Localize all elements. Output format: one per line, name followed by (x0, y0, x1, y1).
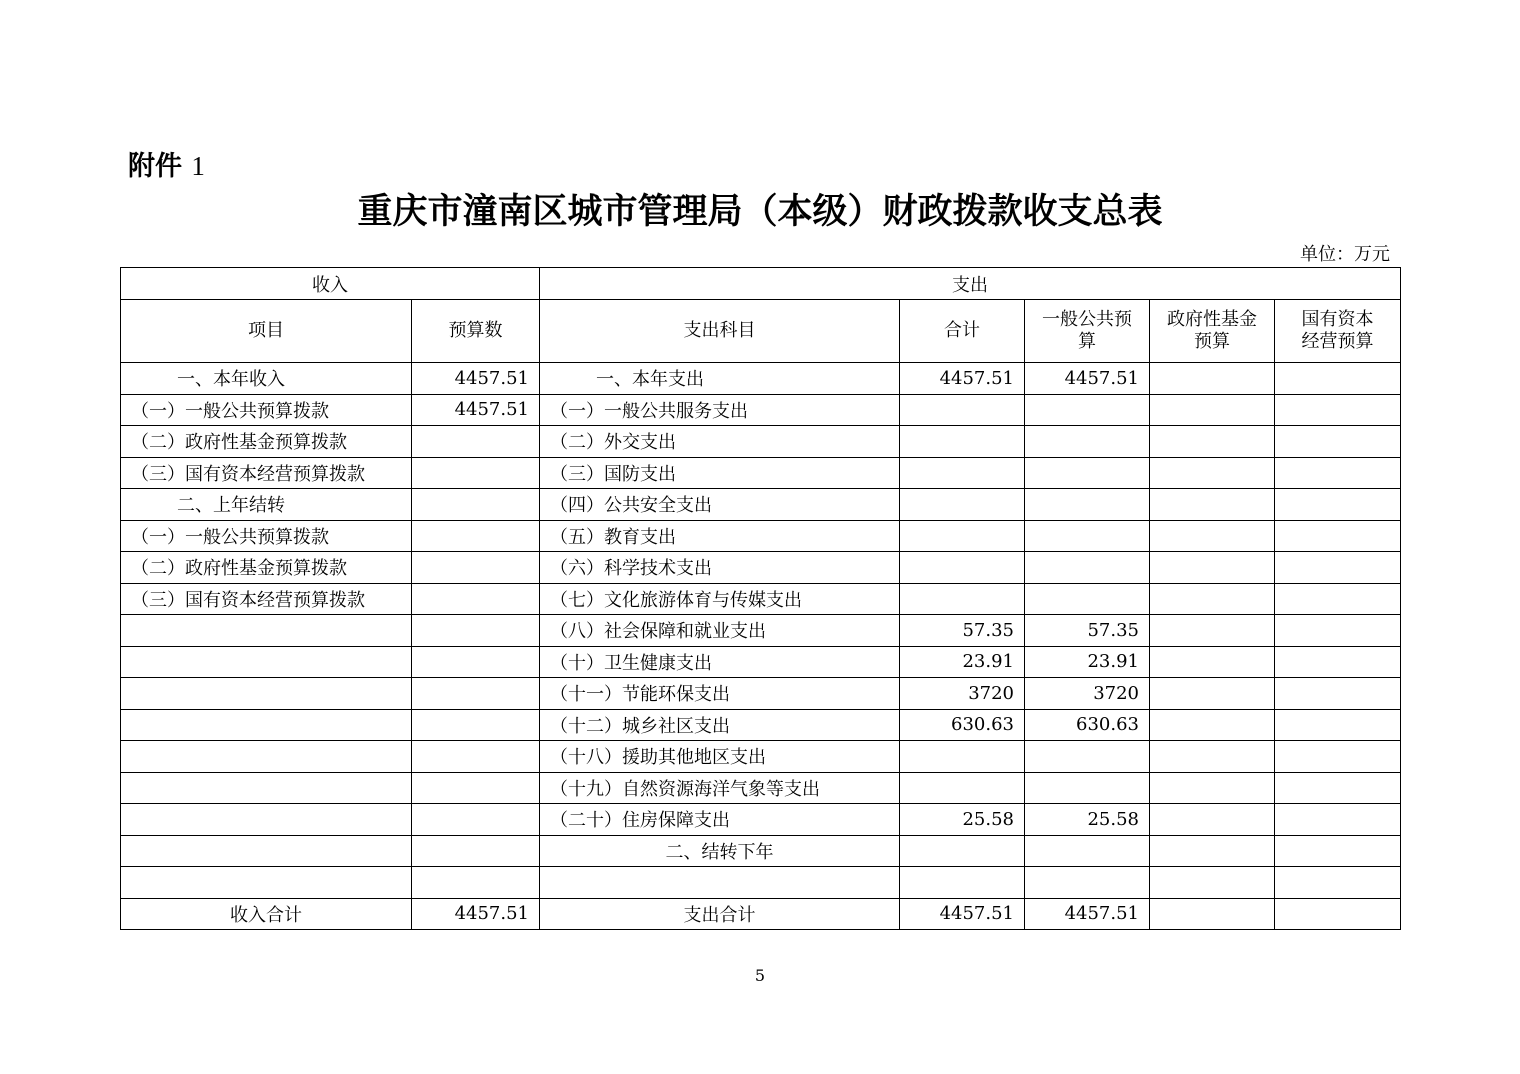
cell-expense: （十）卫生健康支出 (540, 646, 900, 678)
col-header-budget: 预算数 (412, 300, 540, 363)
col-header-general: 一般公共预算 (1025, 300, 1150, 363)
cell-budget (412, 646, 540, 678)
cell-general: 4457.51 (1025, 898, 1150, 930)
cell-state (1275, 898, 1401, 930)
cell-budget (412, 867, 540, 899)
cell-budget (412, 552, 540, 584)
cell-total: 4457.51 (900, 898, 1025, 930)
cell-income (121, 772, 412, 804)
unit-label: 单位：万元 (1300, 244, 1390, 265)
cell-fund (1150, 804, 1275, 836)
cell-expense: （五）教育支出 (540, 520, 900, 552)
cell-fund (1150, 426, 1275, 458)
cell-income: 收入合计 (121, 898, 412, 930)
cell-general (1025, 772, 1150, 804)
col-header-subject: 支出科目 (540, 300, 900, 363)
cell-general (1025, 426, 1150, 458)
table-row (121, 898, 1401, 930)
cell-expense: （二十）住房保障支出 (540, 804, 900, 836)
attachment-label (128, 144, 205, 183)
cell-total (900, 835, 1025, 867)
col-header-item: 项目 (121, 300, 412, 363)
cell-state (1275, 426, 1401, 458)
cell-total: 25.58 (900, 804, 1025, 836)
cell-total (900, 772, 1025, 804)
cell-fund (1150, 709, 1275, 741)
table-row (121, 741, 1401, 773)
cell-expense: 支出合计 (540, 898, 900, 930)
cell-budget (412, 709, 540, 741)
cell-general (1025, 835, 1150, 867)
table-row (121, 552, 1401, 584)
cell-budget (412, 772, 540, 804)
cell-income: （二）政府性基金预算拨款 (121, 552, 412, 584)
table-row (121, 678, 1401, 710)
cell-income: 二、上年结转 (121, 489, 412, 521)
cell-income: （三）国有资本经营预算拨款 (121, 457, 412, 489)
cell-expense: （一）一般公共服务支出 (540, 394, 900, 426)
cell-total (900, 394, 1025, 426)
cell-state (1275, 583, 1401, 615)
cell-total (900, 489, 1025, 521)
col-header-fund: 政府性基金预算 (1150, 300, 1275, 363)
cell-expense: （三）国防支出 (540, 457, 900, 489)
cell-fund (1150, 457, 1275, 489)
cell-budget (412, 741, 540, 773)
cell-fund (1150, 646, 1275, 678)
cell-fund (1150, 741, 1275, 773)
cell-expense: （十一）节能环保支出 (540, 678, 900, 710)
attachment-prefix: 附件 (128, 151, 182, 182)
cell-total (900, 741, 1025, 773)
cell-general (1025, 867, 1150, 899)
cell-expense: （四）公共安全支出 (540, 489, 900, 521)
cell-total (900, 583, 1025, 615)
cell-fund (1150, 678, 1275, 710)
cell-fund (1150, 583, 1275, 615)
cell-budget (412, 835, 540, 867)
cell-state (1275, 709, 1401, 741)
cell-income (121, 709, 412, 741)
col-header-state: 国有资本经营预算 (1275, 300, 1401, 363)
cell-expense: （六）科学技术支出 (540, 552, 900, 584)
budget-table (120, 267, 1401, 930)
cell-fund (1150, 835, 1275, 867)
cell-expense: （八）社会保障和就业支出 (540, 615, 900, 647)
cell-income (121, 615, 412, 647)
table-row (121, 426, 1401, 458)
cell-state (1275, 394, 1401, 426)
cell-state (1275, 835, 1401, 867)
cell-fund (1150, 898, 1275, 930)
cell-budget (412, 678, 540, 710)
cell-total (900, 457, 1025, 489)
cell-state (1275, 552, 1401, 584)
group-header-row (121, 268, 1401, 300)
cell-total (900, 552, 1025, 584)
cell-total: 23.91 (900, 646, 1025, 678)
cell-state (1275, 520, 1401, 552)
table-row (121, 804, 1401, 836)
cell-income (121, 646, 412, 678)
cell-fund (1150, 520, 1275, 552)
cell-budget (412, 615, 540, 647)
cell-expense: （十二）城乡社区支出 (540, 709, 900, 741)
table-body (121, 363, 1401, 930)
cell-total (900, 867, 1025, 899)
cell-general (1025, 489, 1150, 521)
cell-state (1275, 615, 1401, 647)
cell-expense: （二）外交支出 (540, 426, 900, 458)
page-title: 重庆市潼南区城市管理局（本级）财政拨款收支总表 (357, 192, 1163, 232)
cell-income (121, 678, 412, 710)
cell-total (900, 520, 1025, 552)
cell-general: 4457.51 (1025, 363, 1150, 395)
cell-budget (412, 583, 540, 615)
cell-state (1275, 457, 1401, 489)
cell-general (1025, 457, 1150, 489)
cell-general (1025, 583, 1150, 615)
table-row (121, 867, 1401, 899)
cell-income (121, 804, 412, 836)
cell-general (1025, 394, 1150, 426)
cell-fund (1150, 552, 1275, 584)
cell-state (1275, 772, 1401, 804)
cell-general: 630.63 (1025, 709, 1150, 741)
cell-general (1025, 520, 1150, 552)
cell-total: 4457.51 (900, 363, 1025, 395)
attachment-number: 1 (191, 151, 205, 181)
cell-budget: 4457.51 (412, 363, 540, 395)
cell-expense: （七）文化旅游体育与传媒支出 (540, 583, 900, 615)
cell-general (1025, 741, 1150, 773)
table-row (121, 772, 1401, 804)
cell-general: 23.91 (1025, 646, 1150, 678)
cell-total (900, 426, 1025, 458)
cell-state (1275, 489, 1401, 521)
table-row (121, 457, 1401, 489)
cell-income (121, 835, 412, 867)
cell-income (121, 741, 412, 773)
cell-fund (1150, 867, 1275, 899)
table-row (121, 583, 1401, 615)
income-group-header: 收入 (121, 268, 540, 300)
cell-expense: （十八）援助其他地区支出 (540, 741, 900, 773)
cell-expense: 一、本年支出 (540, 363, 900, 395)
cell-income: （一）一般公共预算拨款 (121, 520, 412, 552)
cell-state (1275, 867, 1401, 899)
cell-expense: （十九）自然资源海洋气象等支出 (540, 772, 900, 804)
cell-budget: 4457.51 (412, 898, 540, 930)
cell-budget (412, 457, 540, 489)
cell-total: 3720 (900, 678, 1025, 710)
cell-expense: 二、结转下年 (540, 835, 900, 867)
cell-state (1275, 741, 1401, 773)
cell-budget (412, 804, 540, 836)
col-header-total: 合计 (900, 300, 1025, 363)
cell-fund (1150, 615, 1275, 647)
cell-income: （一）一般公共预算拨款 (121, 394, 412, 426)
table-row (121, 646, 1401, 678)
cell-budget (412, 520, 540, 552)
cell-budget: 4457.51 (412, 394, 540, 426)
table-row (121, 489, 1401, 521)
cell-state (1275, 363, 1401, 395)
cell-state (1275, 804, 1401, 836)
column-header-row (121, 300, 1401, 363)
cell-expense (540, 867, 900, 899)
cell-state (1275, 678, 1401, 710)
cell-income: （二）政府性基金预算拨款 (121, 426, 412, 458)
cell-fund (1150, 772, 1275, 804)
cell-general: 25.58 (1025, 804, 1150, 836)
page-number: 5 (754, 966, 766, 985)
cell-fund (1150, 363, 1275, 395)
cell-budget (412, 489, 540, 521)
cell-general: 57.35 (1025, 615, 1150, 647)
cell-income (121, 867, 412, 899)
expense-group-header: 支出 (540, 268, 1401, 300)
cell-income: （三）国有资本经营预算拨款 (121, 583, 412, 615)
table-row (121, 394, 1401, 426)
cell-total: 630.63 (900, 709, 1025, 741)
cell-fund (1150, 489, 1275, 521)
table-row (121, 363, 1401, 395)
cell-budget (412, 426, 540, 458)
table-row (121, 520, 1401, 552)
cell-income: 一、本年收入 (121, 363, 412, 395)
table-row (121, 615, 1401, 647)
cell-general: 3720 (1025, 678, 1150, 710)
cell-fund (1150, 394, 1275, 426)
cell-general (1025, 552, 1150, 584)
cell-total: 57.35 (900, 615, 1025, 647)
cell-state (1275, 646, 1401, 678)
table-row (121, 709, 1401, 741)
table-row (121, 835, 1401, 867)
